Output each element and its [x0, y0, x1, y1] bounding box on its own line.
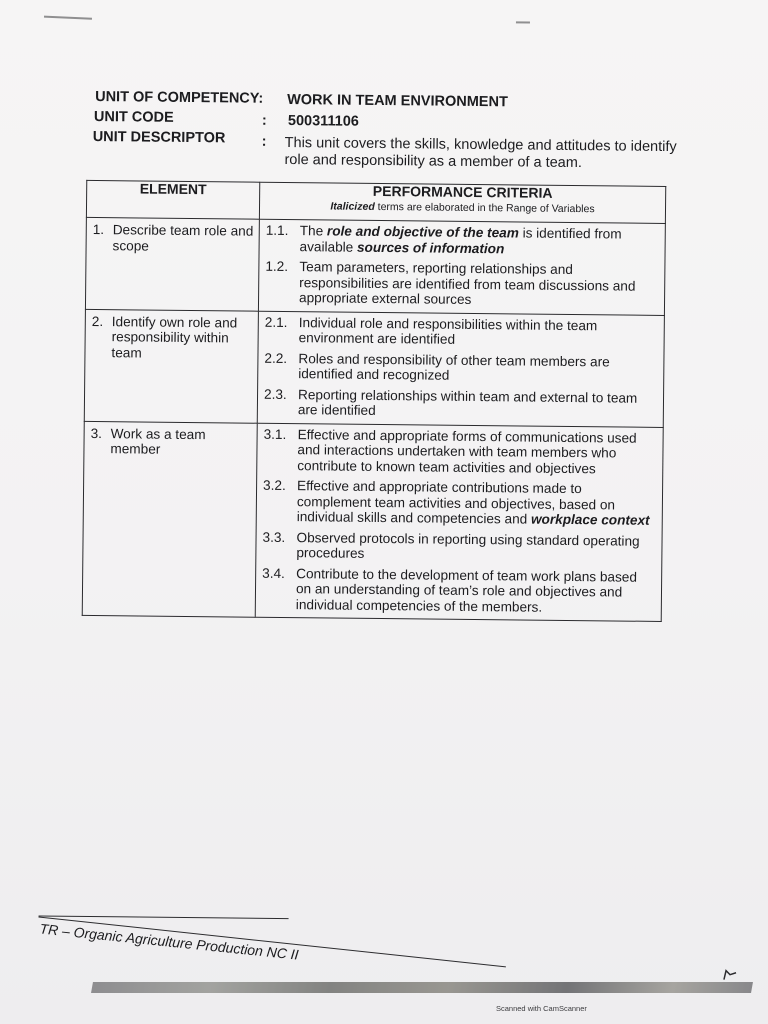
scanner-watermark: Scanned with CamScanner: [496, 1004, 587, 1013]
table-row: [82, 421, 663, 622]
unit-of-competency-label: UNIT OF COMPETENCY:: [95, 89, 264, 107]
element-item: [90, 425, 252, 458]
criterion-segment: Effective and appropriate contributions made to complement team activities and objectives, based on individual skills and competencies and: [296, 478, 616, 527]
criterion-segment: Observed protocols in reporting using standard operating procedures: [296, 529, 640, 561]
element-cell: [85, 217, 259, 310]
table-header-row: [86, 180, 665, 223]
scan-mark-left: [44, 16, 92, 20]
footer-rule: [39, 915, 289, 919]
criterion-text: [296, 566, 655, 616]
criterion-number: 1.2.: [265, 258, 289, 275]
criterion-segment: Reporting relationships within team and external to team are identified: [297, 386, 638, 418]
criterion-segment: Effective and appropriate forms of communications used and interactions undertaken with team members who contribute to known team activities and objectives: [297, 426, 637, 476]
criterion-item: [262, 565, 655, 616]
element-item: [93, 222, 255, 255]
element-number: 3.: [90, 425, 103, 441]
criteria-header-note-rest: terms are elaborated in the Range of Variables: [374, 200, 595, 215]
criteria-header-note-italic: Italicized: [330, 199, 375, 213]
criterion-number: 2.3.: [263, 386, 287, 402]
criterion-item: [264, 350, 657, 385]
page-bottom-edge-shadow: [91, 982, 753, 993]
criteria-cell: [257, 311, 664, 427]
criterion-segment: Roles and responsibility of other team members are identified and recognized: [298, 350, 610, 383]
criterion-emphasis: workplace context: [530, 511, 650, 528]
criterion-text: [298, 351, 657, 386]
criterion-number: 3.2.: [263, 477, 286, 494]
criterion-segment: Contribute to the development of team work plans based on an understanding of team’s role and objectives and individual competencies of the members.: [295, 565, 638, 615]
criterion-text: [300, 223, 659, 258]
criterion-segment: Team parameters, reporting relationships and responsibilities are identified from team discussions and appropriate external sources: [298, 259, 636, 307]
criteria-header-note: [260, 199, 665, 215]
element-cell: [82, 421, 257, 617]
criterion-item: [264, 386, 657, 421]
criterion-item: [265, 259, 658, 310]
table-body: [82, 217, 665, 621]
unit-code-colon: :: [261, 112, 267, 129]
criterion-item: [263, 478, 656, 529]
table-row: [84, 309, 664, 427]
criterion-item: [262, 529, 655, 564]
element-text: Describe team role and scope: [112, 222, 254, 254]
criterion-text: [297, 478, 656, 528]
criterion-item: [263, 426, 656, 477]
criterion-text: [296, 530, 655, 565]
footer-title: TR – Organic Agriculture Production NC II: [38, 920, 300, 963]
criterion-number: 1.1.: [265, 222, 289, 239]
pen-tick-mark: [722, 968, 738, 982]
criteria-header-title: PERFORMANCE CRITERIA: [372, 182, 553, 201]
unit-descriptor-label: UNIT DESCRIPTOR: [92, 128, 226, 147]
table-row: [85, 217, 665, 315]
criterion-segment: Individual role and responsibilities within the team environment are identified: [298, 314, 598, 347]
element-cell: [84, 309, 258, 423]
criterion-number: 3.3.: [262, 529, 286, 545]
element-text: Work as a team member: [110, 425, 206, 457]
criterion-emphasis: sources of information: [356, 239, 505, 256]
element-item: [91, 313, 253, 361]
element-text: Identify own role and responsibility within team: [111, 313, 238, 361]
criterion-item: [265, 314, 658, 349]
criterion-number: 2.2.: [264, 350, 288, 366]
criteria-header: [259, 182, 665, 223]
unit-code-value: 500311106: [287, 113, 359, 130]
unit-descriptor-value: This unit covers the skills, knowledge and attitudes to identify role and responsibility as a member of a team.: [284, 134, 677, 172]
element-header: ELEMENT: [86, 180, 259, 219]
criterion-text: [299, 315, 658, 350]
criterion-text: [297, 427, 656, 477]
performance-criteria-table: [82, 180, 667, 622]
element-number: 2.: [91, 313, 104, 329]
criterion-number: 3.1.: [263, 426, 287, 442]
criterion-segment: is identified from available: [299, 225, 622, 255]
unit-descriptor-colon: :: [261, 133, 267, 150]
criterion-item: [266, 223, 659, 258]
scan-mark-right: [516, 21, 530, 23]
criteria-cell: [258, 219, 665, 315]
unit-of-competency-value: WORK IN TEAM ENVIRONMENT: [287, 92, 508, 111]
criterion-number: 2.1.: [264, 314, 288, 330]
criterion-segment: The: [299, 223, 328, 239]
criteria-cell: [255, 423, 663, 622]
criterion-text: [298, 387, 657, 422]
criterion-number: 3.4.: [262, 565, 285, 581]
criterion-emphasis: role and objective of the team: [326, 223, 519, 241]
unit-code-label: UNIT CODE: [93, 108, 174, 126]
criterion-text: [299, 259, 658, 309]
element-number: 1.: [92, 221, 105, 238]
